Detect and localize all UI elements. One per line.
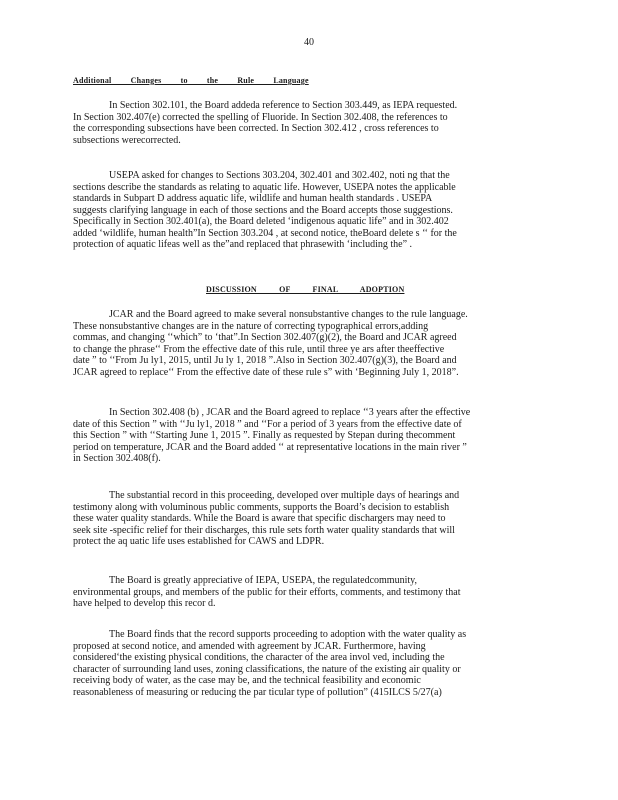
paragraph-discussion-5 <box>73 629 541 698</box>
paragraph-line: In Section 302.407(e) corrected the spelling of Fluoride. In Section 302.408, the references to <box>73 111 448 123</box>
paragraph-line: date ” to ‘‘From Ju ly1, 2015, until Ju ly 1, 2018 ”.Also in Section 302.407(g)(3), the Board and <box>73 355 457 366</box>
paragraph-line: standards in Subpart D address aquatic life, wildlife and human health standards . USEPA <box>73 193 433 204</box>
paragraph-discussion-3 <box>73 490 541 548</box>
paragraph-line: this Section ” with ‘‘Starting June 1, 2015 ”. Finally as requested by Stepan during thecomment <box>73 430 456 441</box>
section-heading-text: Additional Changes to the Rule Language <box>73 76 309 85</box>
paragraph-line: The substantial record in this proceeding, developed over multiple days of hearings and <box>109 490 460 501</box>
paragraph-line: added ‘wildlife, human health”In Section 303.204 , at second notice, theBoard delete s ‘‘ for the <box>73 227 457 239</box>
page-number: 40 <box>304 37 314 48</box>
paragraph-line: seek site -specific relief for their discharges, this rule sets forth water quality standards that will <box>73 524 455 536</box>
section-heading-discussion <box>206 285 404 294</box>
paragraph-line: the corresponding subsections have been corrected. In Section 302.412 , cross references to <box>73 123 439 134</box>
paragraph-line: have helped to develop this recor d. <box>73 598 216 609</box>
paragraph-line: The Board finds that the record supports proceeding to adoption with the water quality as <box>109 629 467 640</box>
paragraph-line: receiving body of water, as the case may be, and the technical feasibility and economic <box>73 675 421 686</box>
paragraph-line: These nonsubstantive changes are in the nature of correcting typographical errors,adding <box>73 320 429 332</box>
paragraph-line: proposed at second notice, and amended with agreement by JCAR. Furthermore, having <box>73 640 426 652</box>
paragraph-line: considered‘the existing physical conditions, the character of the area invol ved, including the <box>73 652 445 663</box>
paragraph-line: protect the aq uatic life uses established for CAWS and LDPR. <box>73 536 325 547</box>
paragraph-discussion-2 <box>73 407 541 465</box>
paragraph-line: in Section 302.408(f). <box>73 453 161 464</box>
paragraph-additional-changes-2 <box>73 170 541 251</box>
paragraph-line: these water quality standards. While the Board is aware that specific dischargers may need to <box>73 513 446 524</box>
paragraph-line: Specifically in Section 302.401(a), the Board deleted ‘indigenous aquatic life” and in 302.402 <box>73 216 449 227</box>
paragraph-line: commas, and changing ‘‘which” to ‘that”.In Section 302.407(g)(2), the Board and JCAR agreed <box>73 332 457 343</box>
paragraph-line: sections describe the standards as relating to aquatic life. However, USEPA notes the applicable <box>73 181 456 193</box>
paragraph-line: suggests clarifying language in each of those sections and the Board accepts those suggestions. <box>73 204 453 216</box>
paragraph-line: JCAR and the Board agreed to make several nonsubstantive changes to the rule language. <box>109 309 468 320</box>
paragraph-line: USEPA asked for changes to Sections 303.204, 302.401 and 302.402, noti ng that the <box>109 170 450 181</box>
paragraph-line: JCAR agreed to replace‘‘ From the effective date of these rule s” with ‘Beginning July 1, 2018”. <box>73 366 459 378</box>
paragraph-line: subsections werecorrected. <box>73 134 181 146</box>
paragraph-line: date of this Section ” with ‘‘Ju ly1, 2018 ” and ‘‘For a period of 3 years from the effective date of <box>73 418 462 430</box>
paragraph-line: period on temperature, JCAR and the Board added ‘‘ at representative locations in the main river ” <box>73 441 467 453</box>
paragraph-line: to change the phrase‘‘ From the effective date of this rule, until three ye ars after theeffective <box>73 343 445 355</box>
paragraph-line: testimony along with voluminous public comments, supports the Board’s decision to establish <box>73 501 450 513</box>
paragraph-line: The Board is greatly appreciative of IEPA, USEPA, the regulatedcommunity, <box>109 575 417 586</box>
section-heading-additional-changes <box>73 76 309 85</box>
paragraph-line: environmental groups, and members of the public for their efforts, comments, and testimony that <box>73 586 461 598</box>
paragraph-line: In Section 302.408 (b) , JCAR and the Board agreed to replace ‘‘3 years after the effective <box>109 407 471 418</box>
paragraph-additional-changes-1 <box>73 100 541 146</box>
paragraph-line: character of surrounding land uses, zoning classifications, the nature of the existing air quality or <box>73 663 461 675</box>
paragraph-discussion-4 <box>73 575 541 610</box>
paragraph-discussion-1 <box>73 309 541 378</box>
paragraph-line: protection of aquatic lifeas well as the”and replaced that phrasewith ‘including the” . <box>73 239 413 250</box>
paragraph-line: In Section 302.101, the Board addeda reference to Section 303.449, as IEPA requested. <box>109 100 458 111</box>
paragraph-line: reasonableness of measuring or reducing the par ticular type of pollution” (415ILCS 5/27(a) <box>73 686 442 698</box>
section-heading-text: DISCUSSION OF FINAL ADOPTION <box>206 285 405 294</box>
